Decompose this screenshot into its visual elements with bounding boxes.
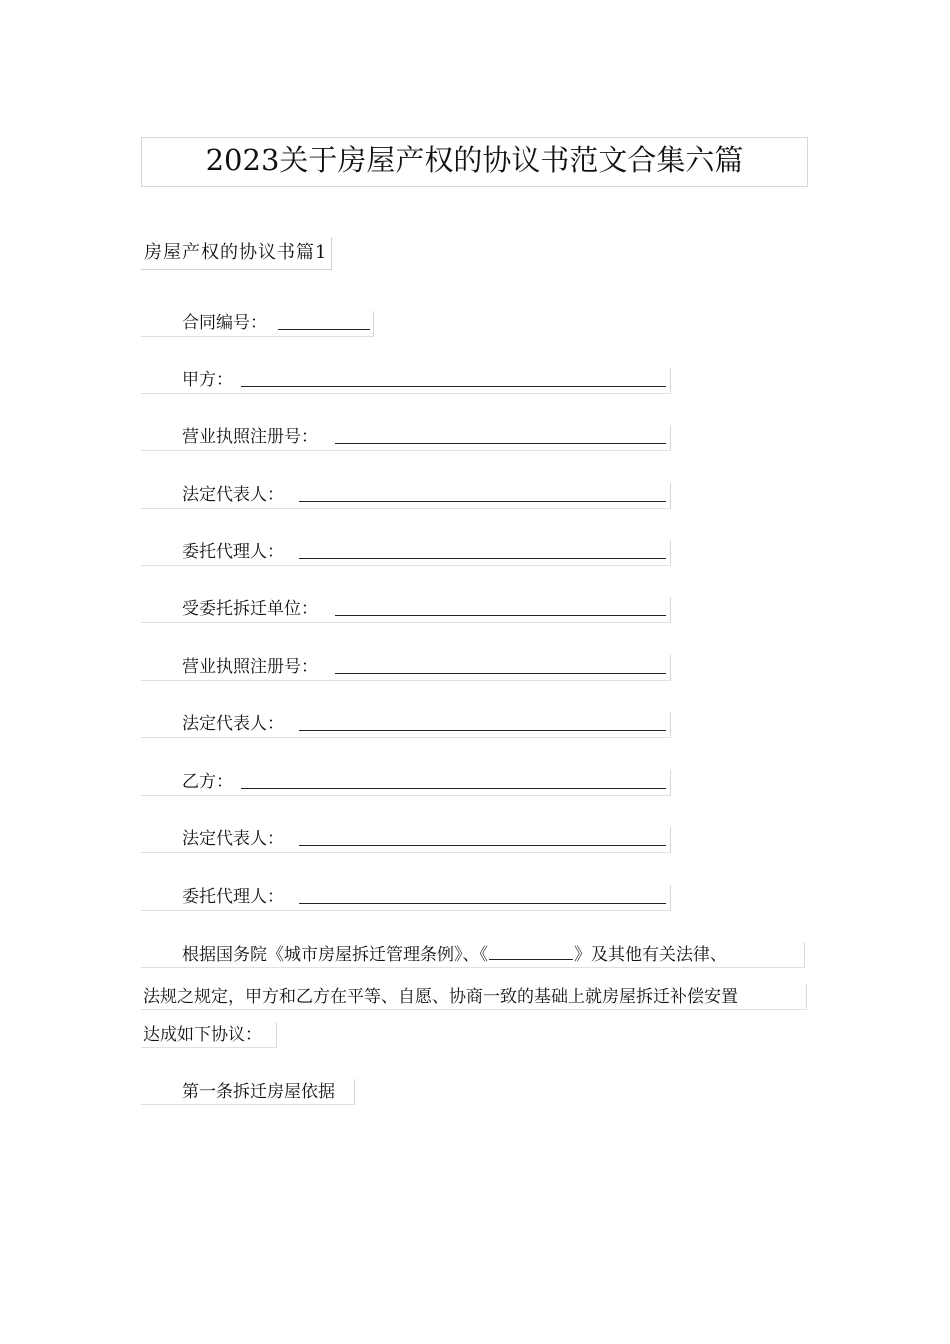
field-label: 营业执照注册号： bbox=[182, 427, 318, 447]
paragraph-text: 法规之规定，甲方和乙方在平等、自愿、协商一致的基础上就房屋拆迁补偿安置 bbox=[143, 987, 738, 1007]
field-label: 委托代理人： bbox=[182, 542, 284, 562]
fill-in-blank[interactable] bbox=[241, 788, 666, 789]
authorized-agent-field-2 bbox=[141, 885, 671, 911]
party-b-field bbox=[141, 770, 671, 796]
regulation-blank[interactable] bbox=[489, 943, 573, 960]
legal-representative-field-3 bbox=[141, 827, 671, 853]
paragraph-text: 根据国务院《城市房屋拆迁管理条例》、《 bbox=[182, 945, 488, 965]
paragraph-line-2 bbox=[141, 984, 807, 1010]
field-label: 法定代表人： bbox=[182, 714, 284, 734]
section-heading: 房屋产权的协议书篇1 bbox=[141, 237, 332, 270]
article-heading bbox=[141, 1079, 355, 1105]
field-label: 甲方： bbox=[182, 370, 233, 390]
field-label: 乙方： bbox=[182, 772, 233, 792]
field-label: 委托代理人： bbox=[182, 887, 284, 907]
fill-in-blank[interactable] bbox=[278, 329, 370, 330]
paragraph-text: 达成如下协议： bbox=[143, 1025, 262, 1045]
fill-in-blank[interactable] bbox=[335, 673, 666, 674]
business-license-field-2 bbox=[141, 655, 671, 681]
legal-representative-field bbox=[141, 483, 671, 509]
contract-number-field bbox=[141, 311, 374, 337]
field-label: 法定代表人： bbox=[182, 485, 284, 505]
fill-in-blank[interactable] bbox=[241, 386, 666, 387]
fill-in-blank[interactable] bbox=[299, 501, 666, 502]
field-label: 受委托拆迁单位： bbox=[182, 599, 318, 619]
paragraph-line-3 bbox=[141, 1022, 277, 1048]
article-text: 第一条拆迁房屋依据 bbox=[182, 1082, 335, 1102]
field-label: 营业执照注册号： bbox=[182, 657, 318, 677]
fill-in-blank[interactable] bbox=[299, 845, 666, 846]
fill-in-blank[interactable] bbox=[335, 443, 666, 444]
paragraph-line-1 bbox=[141, 942, 805, 968]
business-license-field bbox=[141, 425, 671, 451]
legal-representative-field-2 bbox=[141, 712, 671, 738]
fill-in-blank[interactable] bbox=[335, 615, 666, 616]
paragraph-text: 》及其他有关法律、 bbox=[574, 945, 727, 965]
fill-in-blank[interactable] bbox=[299, 903, 666, 904]
field-label: 法定代表人： bbox=[182, 829, 284, 849]
fill-in-blank[interactable] bbox=[299, 730, 666, 731]
party-a-field bbox=[141, 368, 671, 394]
authorized-agent-field bbox=[141, 540, 671, 566]
document-title: 2023关于房屋产权的协议书范文合集六篇 bbox=[141, 137, 808, 187]
demolition-unit-field bbox=[141, 597, 671, 623]
field-label: 合同编号： bbox=[182, 313, 267, 333]
fill-in-blank[interactable] bbox=[299, 558, 666, 559]
